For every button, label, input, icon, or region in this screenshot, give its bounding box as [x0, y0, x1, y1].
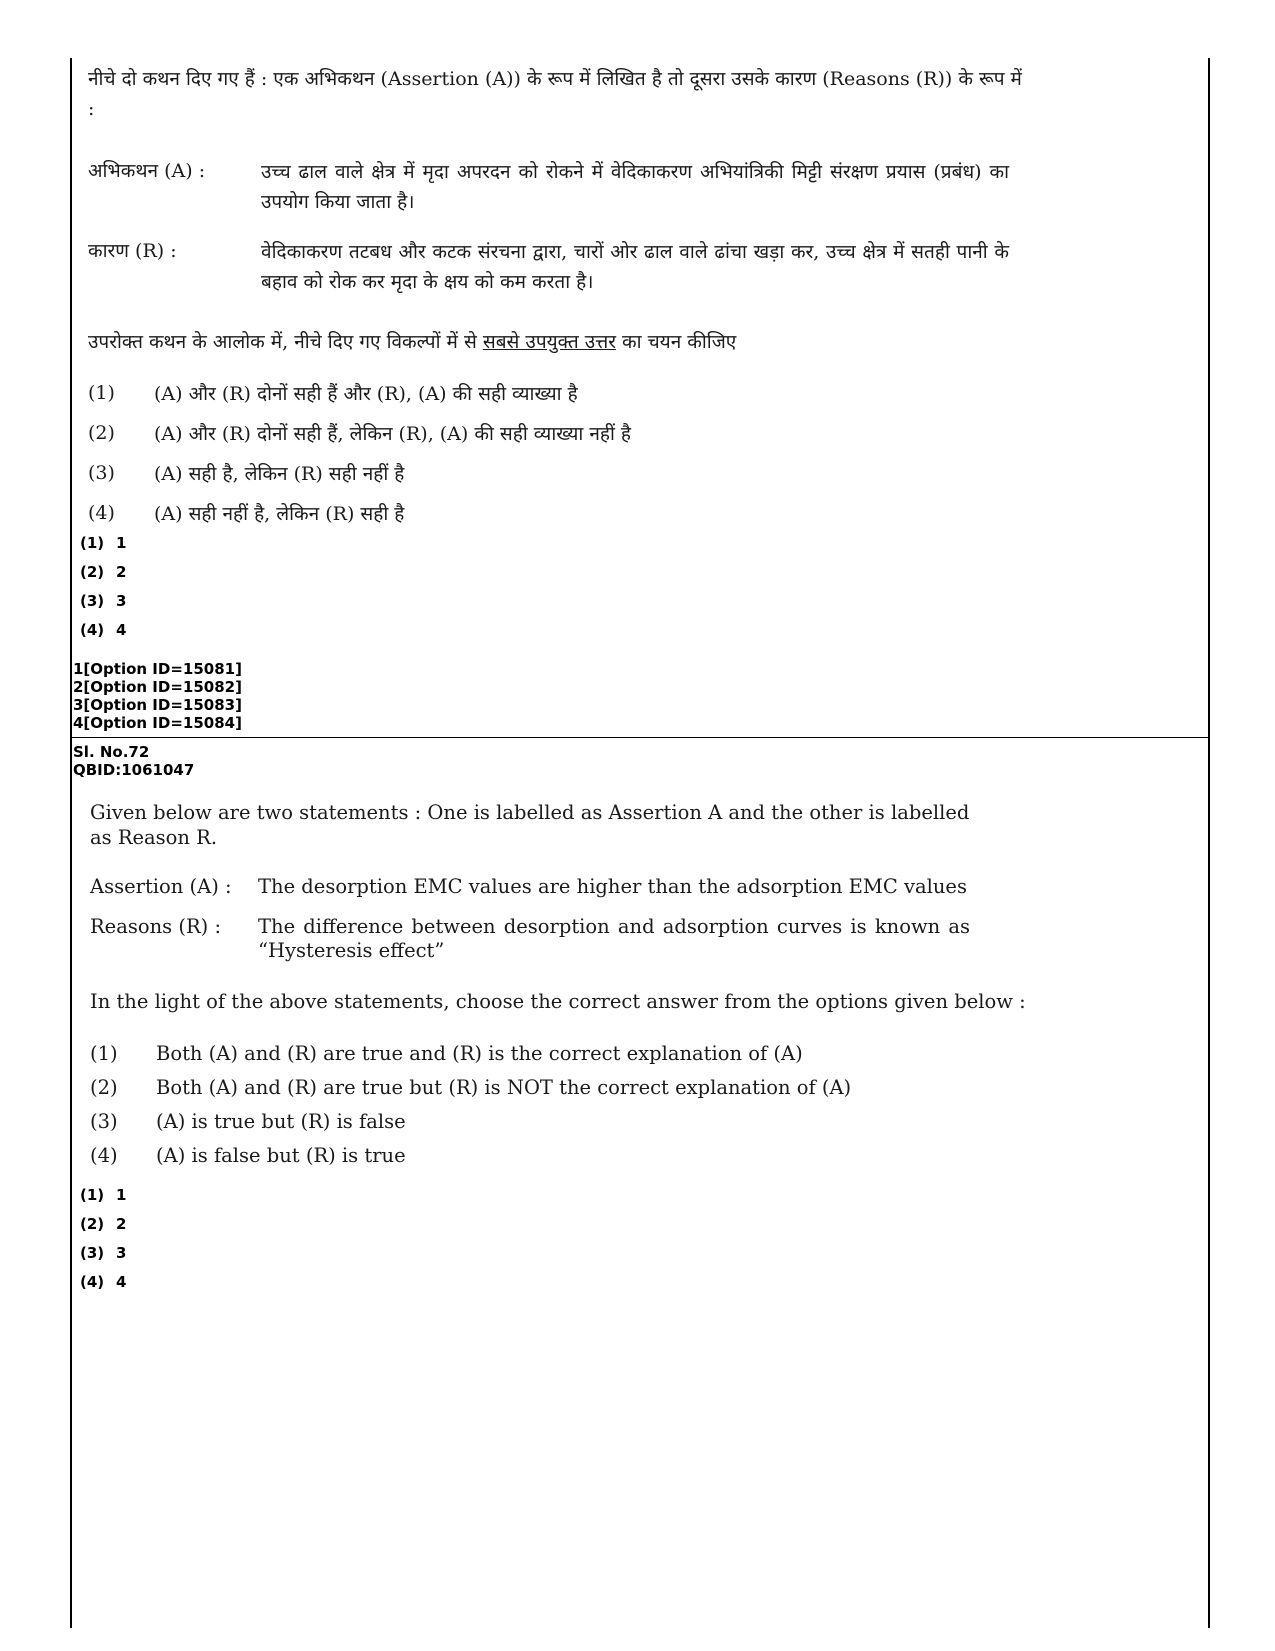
answer-choice: [80, 1180, 126, 1209]
hindi-prompt-end: का चयन कीजिए: [616, 331, 737, 353]
answer-choice: [80, 586, 126, 615]
answer-choice: [80, 615, 126, 644]
answer-value: 1: [116, 1185, 127, 1204]
answer-choice: [80, 557, 126, 586]
answer-value: 1: [116, 533, 127, 552]
answer-choice-list: [80, 528, 126, 644]
answer-choice-list: [80, 1180, 126, 1296]
answer-number: (4): [80, 1272, 105, 1291]
answer-value: 3: [116, 1243, 127, 1262]
hindi-option: [88, 373, 631, 413]
hindi-question-prompt: [88, 328, 736, 354]
option-text: (A) और (R) दोनों सही हैं, लेकिन (R), (A) की सही व्याख्या नहीं है: [154, 423, 632, 445]
hindi-assertion-label: अभिकथन (A) :: [88, 160, 206, 182]
hindi-reason: [88, 237, 1009, 297]
answer-number: (1): [80, 533, 105, 552]
english-assertion-text: The desorption EMC values are higher than the adsorption EMC values: [258, 875, 967, 898]
answer-choice: [80, 1267, 126, 1296]
answer-number: (2): [80, 1214, 105, 1233]
option-id: 1[Option ID=15081]: [73, 660, 242, 678]
option-text: (A) सही है, लेकिन (R) सही नहीं है: [154, 463, 405, 485]
english-assertion: [90, 875, 970, 899]
option-number: (4): [88, 502, 115, 524]
english-assertion-label: Assertion (A) :: [90, 875, 232, 898]
hindi-option: [88, 493, 631, 533]
english-option: [90, 1036, 851, 1070]
serial-number: Sl. No.72: [73, 743, 150, 761]
english-question-intro: Given below are two statements : One is labelled as Assertion A and the other is labelled as Reason R.: [90, 801, 970, 849]
question-meta: [73, 743, 194, 779]
english-option: [90, 1104, 851, 1138]
answer-number: (2): [80, 562, 105, 581]
option-text: Both (A) and (R) are true but (R) is NOT the correct explanation of (A): [156, 1075, 852, 1099]
option-number: (3): [90, 1109, 118, 1133]
hindi-assertion-text: उच्च ढाल वाले क्षेत्र में मृदा अपरदन को रोकने में वेदिकाकरण अभियांत्रिकी मिट्टी संरक्षण प्रयास (प्रबंध) का उपयोग किया जाता है।: [261, 161, 1009, 213]
option-id: 2[Option ID=15082]: [73, 678, 242, 696]
answer-number: (1): [80, 1185, 105, 1204]
hindi-reason-label: कारण (R) :: [88, 240, 177, 262]
answer-choice: [80, 1238, 126, 1267]
question-divider: [70, 737, 1210, 738]
option-number: (2): [88, 422, 115, 444]
option-text: Both (A) and (R) are true and (R) is the correct explanation of (A): [156, 1041, 803, 1065]
option-number: (2): [90, 1075, 118, 1099]
option-number: (1): [90, 1041, 118, 1065]
hindi-prompt-start: उपरोक्त कथन के आलोक में, नीचे दिए गए विकल्पों में से: [88, 331, 483, 353]
answer-number: (4): [80, 620, 105, 639]
english-reason-text: The difference between desorption and adsorption curves is known as “Hysteresis effect”: [258, 915, 970, 962]
hindi-option-list: [88, 373, 631, 533]
answer-value: 4: [116, 620, 127, 639]
hindi-option: [88, 413, 631, 453]
answer-number: (3): [80, 1243, 105, 1262]
option-text: (A) और (R) दोनों सही हैं और (R), (A) की सही व्याख्या है: [154, 383, 578, 405]
english-option-list: [90, 1036, 851, 1172]
option-id: 4[Option ID=15084]: [73, 714, 242, 732]
answer-choice: [80, 1209, 126, 1238]
answer-value: 2: [116, 562, 127, 581]
english-option: [90, 1138, 851, 1172]
option-id: 3[Option ID=15083]: [73, 696, 242, 714]
hindi-prompt-underlined: सबसे उपयुक्त उत्तर: [482, 331, 617, 353]
hindi-reason-text: वेदिकाकरण तटबध और कटक संरचना द्वारा, चारों ओर ढाल वाले ढांचा खड़ा कर, उच्च क्षेत्र में सतही पानी के बहाव को रोक कर मृदा के क्षय को कम करता है।: [261, 241, 1009, 293]
option-text: (A) सही नहीं है, लेकिन (R) सही है: [154, 503, 405, 525]
qbid: QBID:1061047: [73, 761, 195, 779]
english-reason: [90, 915, 970, 963]
answer-number: (3): [80, 591, 105, 610]
hindi-assertion: [88, 157, 1009, 217]
option-number: (3): [88, 462, 115, 484]
hindi-option: [88, 453, 631, 493]
option-id-list: [73, 660, 242, 732]
option-text: (A) is false but (R) is true: [156, 1143, 406, 1167]
answer-value: 4: [116, 1272, 127, 1291]
answer-value: 3: [116, 591, 127, 610]
answer-choice: [80, 528, 126, 557]
option-number: (4): [90, 1143, 118, 1167]
option-text: (A) is true but (R) is false: [156, 1109, 406, 1133]
answer-value: 2: [116, 1214, 127, 1233]
english-question-prompt: In the light of the above statements, choose the correct answer from the options given below :: [90, 990, 1026, 1013]
hindi-question-intro: नीचे दो कथन दिए गए हैं : एक अभिकथन (Assertion (A)) के रूप में लिखित है तो दूसरा उसके कारण (Reasons (R)) के रूप में :: [88, 68, 1022, 120]
english-option: [90, 1070, 851, 1104]
option-number: (1): [88, 382, 115, 404]
english-reason-label: Reasons (R) :: [90, 915, 222, 938]
